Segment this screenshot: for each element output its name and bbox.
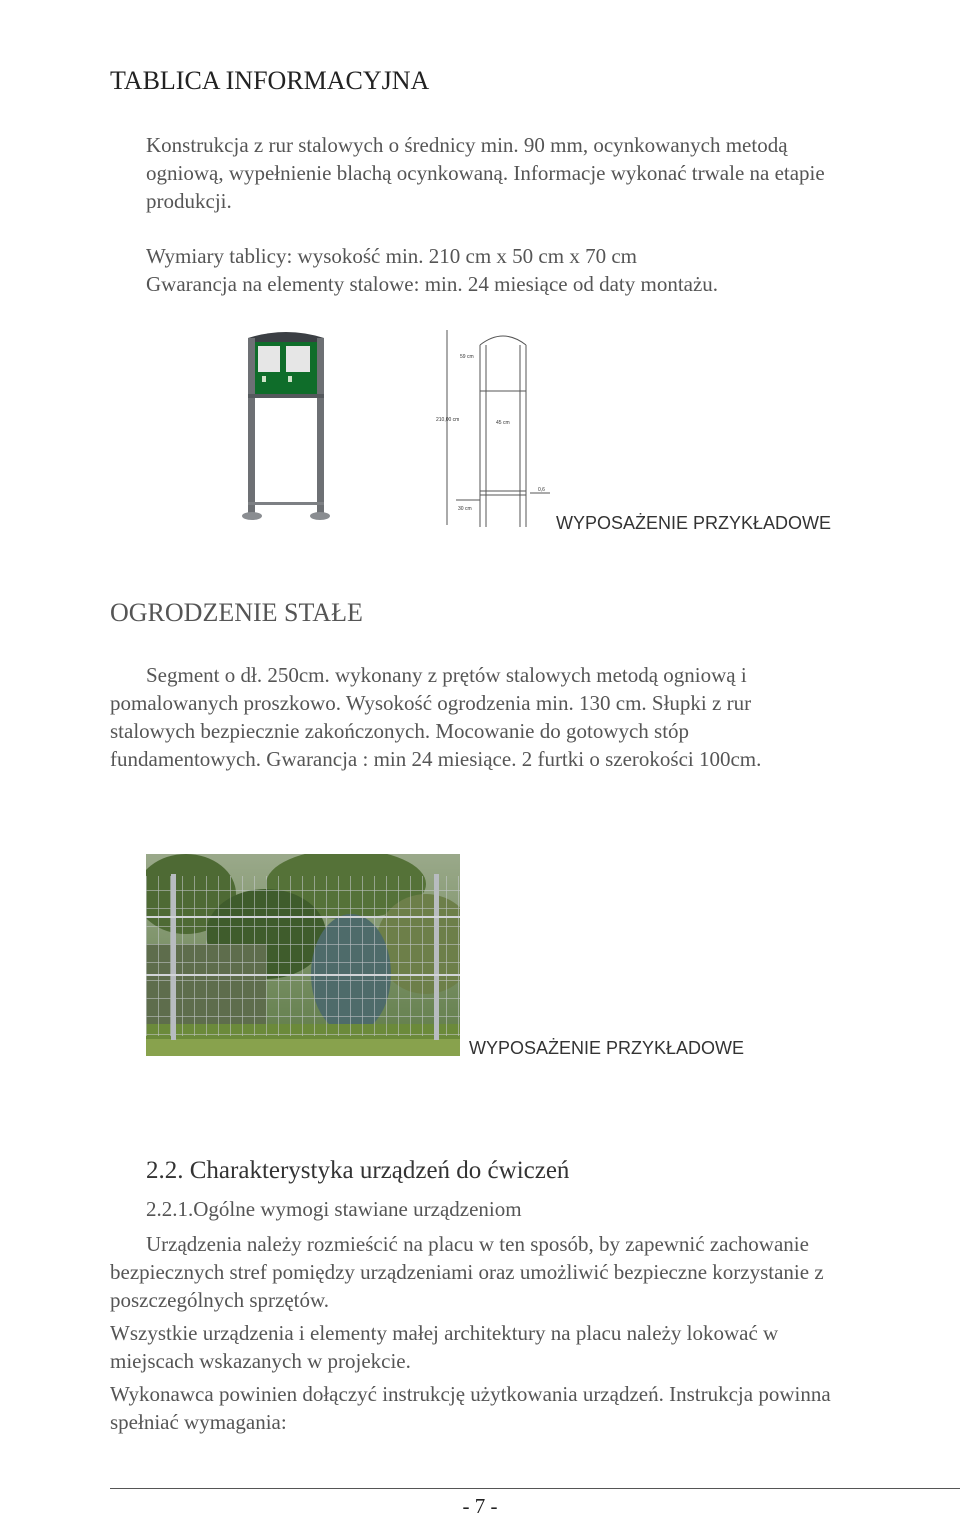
text-line: poszczególnych sprzętów. [110, 1288, 330, 1312]
footer-divider [110, 1488, 960, 1489]
drawing-label-bottom: 30 cm [458, 506, 472, 512]
drawing-label-width-mid: 45 cm [496, 420, 510, 426]
section-title-tablica: TABLICA INFORMACYJNA [110, 66, 430, 95]
drawing-label-width-top: 59 cm [460, 354, 474, 360]
text-line: Konstrukcja z rur stalowych o średnicy min. 90 mm, ocynkowanych metodą [146, 133, 788, 157]
text-line: produkcji. [146, 189, 232, 213]
ogrodzenie-description [110, 661, 761, 773]
text-line: ogniową, wypełnienie blachą ocynkowaną. Informacje wykonać trwale na etapie [146, 161, 825, 185]
text-line: spełniać wymagania: [110, 1410, 287, 1434]
drawing-label-height: 210,00 cm [436, 417, 460, 423]
text-line: stalowych bezpiecznie zakończonych. Mocowanie do gotowych stóp [110, 719, 690, 743]
paragraph-instrukcja [110, 1380, 831, 1436]
text-line: pomalowanych proszkowo. Wysokość ogrodzenia min. 130 cm. Słupki z rur [110, 691, 752, 715]
section-title-ogrodzenie: OGRODZENIE STAŁE [110, 598, 363, 627]
fence-photo [146, 854, 460, 1056]
drawing-label-side: 0,6 [538, 487, 545, 493]
subheading-2-2-1: 2.2.1.Ogólne wymogi stawiane urządzeniom [146, 1197, 522, 1221]
text-line: Segment o dł. 250cm. wykonany z prętów stalowych metodą ogniową i [146, 663, 747, 687]
text-line: miejscach wskazanych w projekcie. [110, 1349, 411, 1373]
paragraph-rozmieszczenie [110, 1230, 824, 1314]
text-line: fundamentowych. Gwarancja : min 24 miesiące. 2 furtki o szerokości 100cm. [110, 747, 762, 771]
text-line: Wszystkie urządzenia i elementy małej architektury na placu należy lokować w [110, 1321, 779, 1345]
tablica-dimensions [146, 242, 718, 298]
page-number: - 7 - [462, 1494, 498, 1518]
section-heading-2-2: 2.2. Charakterystyka urządzeń do ćwiczeń [146, 1157, 570, 1184]
paragraph-lokalizacja [110, 1319, 778, 1375]
caption-tablica: WYPOSAŻENIE PRZYKŁADOWE [556, 513, 832, 533]
info-board-photo [236, 328, 336, 530]
info-board-drawing [430, 325, 560, 535]
text-line: Wykonawca powinien dołączyć instrukcję użytkowania urządzeń. Instrukcja powinna [110, 1382, 831, 1406]
caption-ogrodzenie: WYPOSAŻENIE PRZYKŁADOWE [469, 1038, 745, 1058]
text-line: Wymiary tablicy: wysokość min. 210 cm x 50 cm x 70 cm [146, 244, 637, 268]
text-line: Gwarancja na elementy stalowe: min. 24 miesiące od daty montażu. [146, 272, 719, 296]
text-line: bezpiecznych stref pomiędzy urządzeniami oraz umożliwić bezpieczne korzystanie z [110, 1260, 824, 1284]
tablica-description [146, 131, 825, 215]
text-line: Urządzenia należy rozmieścić na placu w ten sposób, by zapewnić zachowanie [146, 1232, 809, 1256]
